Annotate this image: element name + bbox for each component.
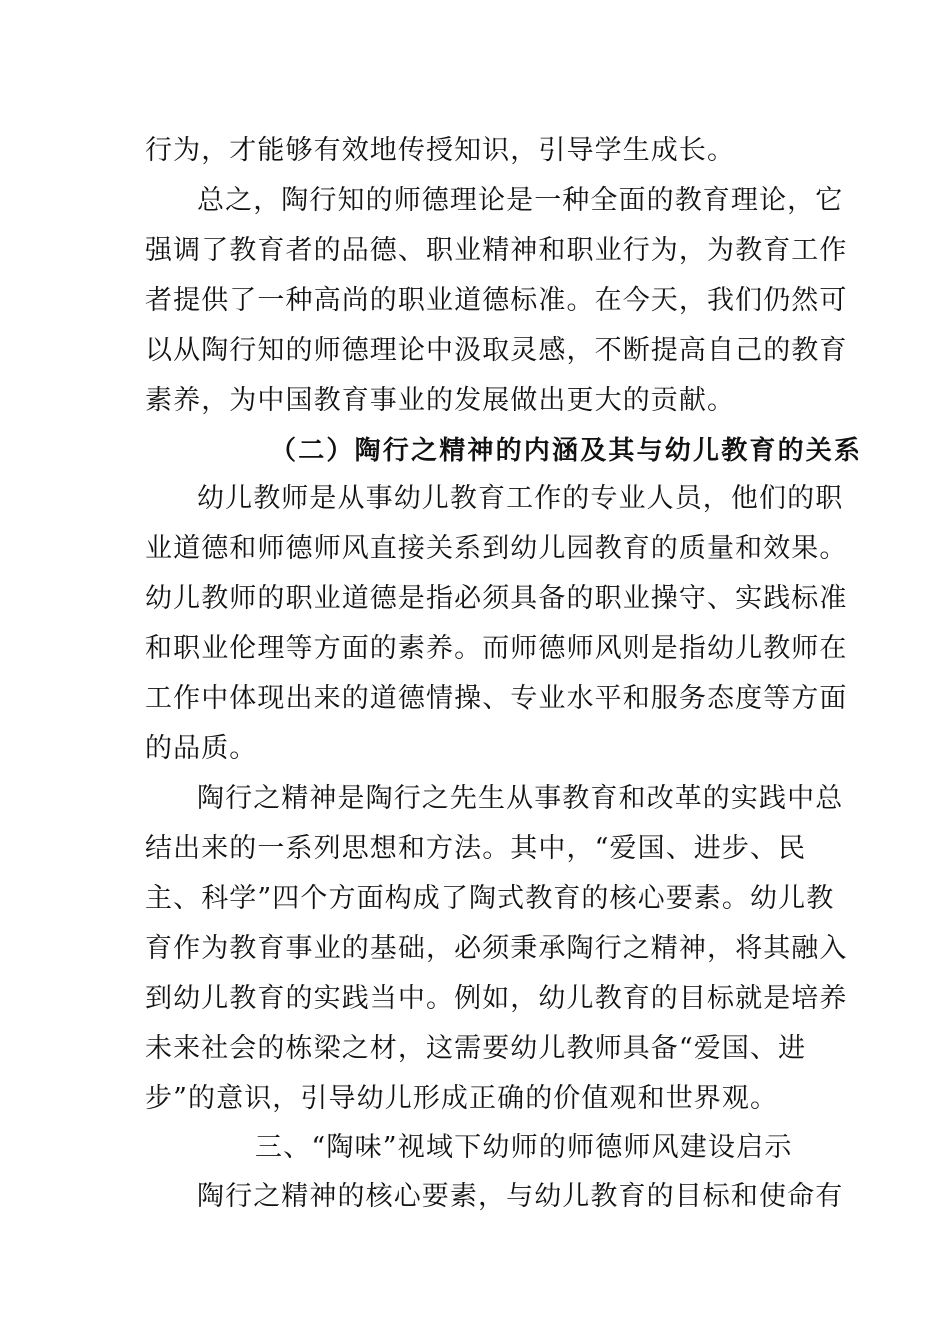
paragraph-3-line-3: 幼儿教师的职业道德是指必须具备的职业操守、实践标准	[145, 583, 848, 614]
paragraph-2-line-2: 强调了教育者的品德、职业精神和职业行为，为教育工作	[145, 235, 848, 266]
paragraph-2-line-5: 素养，为中国教育事业的发展做出更大的贡献。	[145, 385, 736, 416]
paragraph-2-line-1: 总之，陶行知的师德理论是一种全面的教育理论，它	[197, 185, 844, 216]
paragraph-4-line-5: 到幼儿教育的实践当中。例如，幼儿教育的目标就是培养	[145, 983, 848, 1014]
paragraph-2-line-4: 以从陶行知的师德理论中汲取灵感，不断提高自己的教育	[145, 335, 848, 366]
paragraph-4-line-4: 育作为教育事业的基础，必须秉承陶行之精神，将其融入	[145, 933, 848, 964]
section-heading-2: （二）陶行之精神的内涵及其与幼儿教育的关系	[270, 436, 863, 466]
paragraph-4-line-7: 步”的意识，引导幼儿形成正确的价值观和世界观。	[145, 1083, 779, 1114]
paragraph-3-line-4: 和职业伦理等方面的素养。而师德师风则是指幼儿教师在	[145, 633, 848, 664]
paragraph-2-line-3: 者提供了一种高尚的职业道德标准。在今天，我们仍然可	[145, 285, 848, 316]
section-heading-3: 三、“陶味”视域下幼师的师德师风建设启示	[255, 1132, 793, 1163]
paragraph-3-line-6: 的品质。	[145, 733, 258, 764]
paragraph-4-line-3: 主、科学”四个方面构成了陶式教育的核心要素。幼儿教	[145, 883, 835, 914]
paragraph-5-line-1: 陶行之精神的核心要素，与幼儿教育的目标和使命有	[197, 1181, 844, 1212]
paragraph-4-line-2: 结出来的一系列思想和方法。其中，“爱国、进步、民	[145, 833, 807, 864]
paragraph-4-line-1: 陶行之精神是陶行之先生从事教育和改革的实践中总	[197, 783, 844, 814]
paragraph-3-line-2: 业道德和师德师风直接关系到幼儿园教育的质量和效果。	[145, 533, 848, 564]
paragraph-4-line-6: 未来社会的栋梁之材，这需要幼儿教师具备“爱国、进	[145, 1033, 807, 1064]
paragraph-3-line-1: 幼儿教师是从事幼儿教育工作的专业人员，他们的职	[197, 483, 844, 514]
paragraph-1-line-1: 行为，才能够有效地传授知识，引导学生成长。	[145, 135, 736, 166]
paragraph-3-line-5: 工作中体现出来的道德情操、专业水平和服务态度等方面	[145, 683, 848, 714]
